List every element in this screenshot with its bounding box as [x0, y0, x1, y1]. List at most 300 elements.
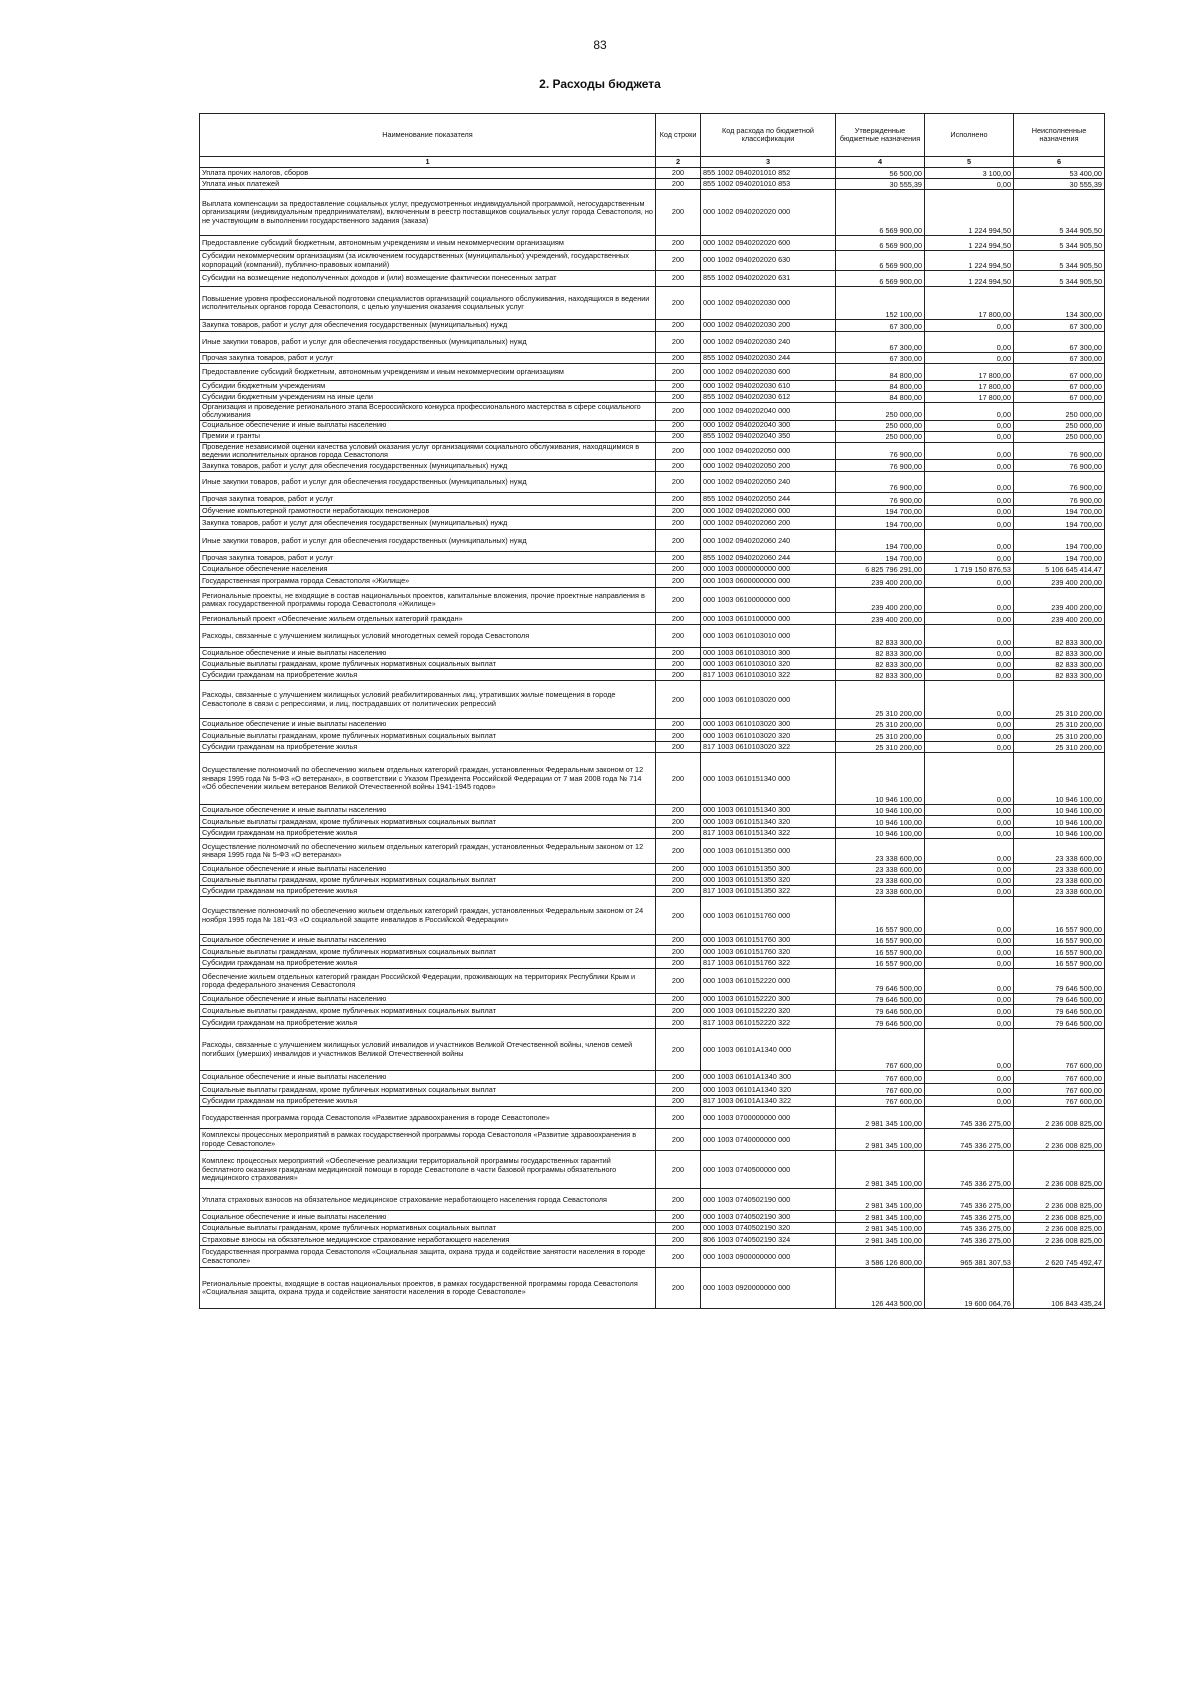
- cell-budget-code: 000 1003 0610152220 320: [701, 1005, 836, 1017]
- cell-budget-code: 855 1002 0940202030 612: [701, 392, 836, 403]
- cell-unexecuted: 25 310 200,00: [1014, 742, 1105, 753]
- cell-line-code: 200: [656, 659, 701, 670]
- cell-name: Субсидии гражданам на приобретение жилья: [200, 1096, 656, 1107]
- table-row: [200, 1029, 1105, 1071]
- cell-name: Организация и проведение регионального этапа Всероссийского конкурса профессионального мастерства в сфере социального обслуживания: [200, 403, 656, 421]
- cell-approved: 56 500,00: [836, 168, 925, 179]
- cell-approved: 10 946 100,00: [836, 753, 925, 805]
- cell-unexecuted: 67 000,00: [1014, 364, 1105, 381]
- cell-line-code: 200: [656, 730, 701, 742]
- cell-budget-code: 000 1003 0920000000 000: [701, 1268, 836, 1309]
- cell-name: Региональный проект «Обеспечение жильем отдельных категорий граждан»: [200, 613, 656, 625]
- cell-name: Закупка товаров, работ и услуг для обеспечения государственных (муниципальных) нужд: [200, 517, 656, 530]
- cell-line-code: 200: [656, 670, 701, 681]
- cell-line-code: 200: [656, 742, 701, 753]
- cell-name: Социальные выплаты гражданам, кроме публичных нормативных социальных выплат: [200, 730, 656, 742]
- cell-executed: 0,00: [925, 1017, 1014, 1029]
- cell-line-code: 200: [656, 271, 701, 287]
- cell-line-code: 200: [656, 320, 701, 332]
- cell-line-code: 200: [656, 1107, 701, 1129]
- table-row: [200, 552, 1105, 564]
- cell-line-code: 200: [656, 1234, 701, 1246]
- cell-name: Социальное обеспечение и иные выплаты населению: [200, 719, 656, 730]
- cell-approved: 25 310 200,00: [836, 742, 925, 753]
- cell-line-code: 200: [656, 613, 701, 625]
- cell-executed: 0,00: [925, 1071, 1014, 1084]
- cell-approved: 76 900,00: [836, 460, 925, 472]
- cell-unexecuted: 82 833 300,00: [1014, 625, 1105, 648]
- cell-unexecuted: 767 600,00: [1014, 1071, 1105, 1084]
- table-body: [200, 168, 1105, 1309]
- cell-unexecuted: 53 400,00: [1014, 168, 1105, 179]
- cell-executed: 17 800,00: [925, 381, 1014, 392]
- cell-line-code: 200: [656, 190, 701, 236]
- cell-executed: 1 224 994,50: [925, 236, 1014, 251]
- column-number: 3: [701, 157, 836, 168]
- table-row: [200, 886, 1105, 897]
- cell-name: Государственная программа города Севастополя «Жилище»: [200, 575, 656, 588]
- cell-name: Предоставление субсидий бюджетным, автономным учреждениям и иным некоммерческим организациям: [200, 364, 656, 381]
- cell-name: Премии и гранты: [200, 431, 656, 442]
- cell-approved: 10 946 100,00: [836, 828, 925, 839]
- cell-unexecuted: 767 600,00: [1014, 1084, 1105, 1096]
- cell-line-code: 200: [656, 364, 701, 381]
- cell-name: Расходы, связанные с улучшением жилищных условий многодетных семей города Севастополя: [200, 625, 656, 648]
- cell-approved: 767 600,00: [836, 1029, 925, 1071]
- cell-unexecuted: 5 344 905,50: [1014, 251, 1105, 271]
- cell-approved: 76 900,00: [836, 493, 925, 506]
- cell-unexecuted: 23 338 600,00: [1014, 886, 1105, 897]
- cell-unexecuted: 16 557 900,00: [1014, 935, 1105, 946]
- cell-executed: 0,00: [925, 613, 1014, 625]
- cell-executed: 0,00: [925, 442, 1014, 460]
- cell-name: Социальные выплаты гражданам, кроме публичных нормативных социальных выплат: [200, 659, 656, 670]
- cell-approved: 10 946 100,00: [836, 805, 925, 816]
- table-row: [200, 168, 1105, 179]
- cell-executed: 0,00: [925, 935, 1014, 946]
- cell-approved: 84 800,00: [836, 381, 925, 392]
- cell-executed: 745 336 275,00: [925, 1223, 1014, 1234]
- cell-executed: 0,00: [925, 332, 1014, 353]
- cell-executed: 0,00: [925, 886, 1014, 897]
- cell-executed: 0,00: [925, 816, 1014, 828]
- cell-unexecuted: 239 400 200,00: [1014, 613, 1105, 625]
- cell-budget-code: 000 1003 0740502190 320: [701, 1223, 836, 1234]
- cell-executed: 0,00: [925, 403, 1014, 421]
- table-row: [200, 864, 1105, 875]
- cell-budget-code: 000 1003 0900000000 000: [701, 1246, 836, 1268]
- cell-executed: 745 336 275,00: [925, 1151, 1014, 1189]
- cell-unexecuted: 79 646 500,00: [1014, 969, 1105, 994]
- cell-unexecuted: 16 557 900,00: [1014, 958, 1105, 969]
- cell-executed: 0,00: [925, 875, 1014, 886]
- cell-budget-code: 000 1002 0940202020 600: [701, 236, 836, 251]
- column-number: 5: [925, 157, 1014, 168]
- table-row: [200, 320, 1105, 332]
- cell-line-code: 200: [656, 168, 701, 179]
- cell-name: Проведение независимой оценки качества условий оказания услуг организациями социального обслуживания, находящимися в ведении исполнительных органов города Севастополя: [200, 442, 656, 460]
- cell-executed: 0,00: [925, 897, 1014, 935]
- cell-budget-code: 817 1003 0610151340 322: [701, 828, 836, 839]
- cell-line-code: 200: [656, 517, 701, 530]
- cell-unexecuted: 76 900,00: [1014, 472, 1105, 493]
- table-row: [200, 353, 1105, 364]
- cell-name: Социальные выплаты гражданам, кроме публичных нормативных социальных выплат: [200, 1223, 656, 1234]
- cell-executed: 745 336 275,00: [925, 1211, 1014, 1223]
- table-row: [200, 431, 1105, 442]
- cell-approved: 16 557 900,00: [836, 958, 925, 969]
- cell-unexecuted: 23 338 600,00: [1014, 875, 1105, 886]
- cell-approved: 82 833 300,00: [836, 670, 925, 681]
- cell-line-code: 200: [656, 1223, 701, 1234]
- cell-budget-code: 855 1002 0940202020 631: [701, 271, 836, 287]
- table-row: [200, 506, 1105, 517]
- cell-name: Субсидии гражданам на приобретение жилья: [200, 958, 656, 969]
- cell-approved: 67 300,00: [836, 332, 925, 353]
- cell-line-code: 200: [656, 552, 701, 564]
- cell-line-code: 200: [656, 588, 701, 613]
- cell-budget-code: 000 1003 0610103010 300: [701, 648, 836, 659]
- cell-approved: 194 700,00: [836, 552, 925, 564]
- table-row: [200, 897, 1105, 935]
- cell-name: Субсидии гражданам на приобретение жилья: [200, 828, 656, 839]
- cell-executed: 0,00: [925, 828, 1014, 839]
- cell-unexecuted: 76 900,00: [1014, 460, 1105, 472]
- cell-name: Прочая закупка товаров, работ и услуг: [200, 552, 656, 564]
- cell-name: Субсидии бюджетным учреждениям: [200, 381, 656, 392]
- cell-approved: 239 400 200,00: [836, 613, 925, 625]
- cell-budget-code: 000 1003 0610103020 300: [701, 719, 836, 730]
- cell-approved: 2 981 345 100,00: [836, 1234, 925, 1246]
- cell-line-code: 200: [656, 753, 701, 805]
- column-header: Код расхода по бюджетной классификации: [701, 114, 836, 157]
- table-row: [200, 179, 1105, 190]
- cell-budget-code: 000 1003 0610103020 320: [701, 730, 836, 742]
- cell-line-code: 200: [656, 969, 701, 994]
- cell-budget-code: 000 1002 0940202030 200: [701, 320, 836, 332]
- table-row: [200, 588, 1105, 613]
- cell-line-code: 200: [656, 493, 701, 506]
- cell-unexecuted: 76 900,00: [1014, 493, 1105, 506]
- cell-budget-code: 000 1003 0610151760 300: [701, 935, 836, 946]
- cell-budget-code: 000 1002 0940202030 610: [701, 381, 836, 392]
- table-row: [200, 828, 1105, 839]
- table-row: [200, 287, 1105, 320]
- page-title: 2. Расходы бюджета: [539, 77, 661, 91]
- cell-unexecuted: 82 833 300,00: [1014, 659, 1105, 670]
- cell-executed: 0,00: [925, 575, 1014, 588]
- table-row: [200, 648, 1105, 659]
- cell-budget-code: 855 1002 0940202040 350: [701, 431, 836, 442]
- cell-approved: 76 900,00: [836, 442, 925, 460]
- table-row: [200, 460, 1105, 472]
- cell-unexecuted: 67 300,00: [1014, 353, 1105, 364]
- cell-name: Социальное обеспечение и иные выплаты населению: [200, 1071, 656, 1084]
- cell-unexecuted: 67 300,00: [1014, 332, 1105, 353]
- cell-executed: 3 100,00: [925, 168, 1014, 179]
- cell-executed: 0,00: [925, 719, 1014, 730]
- cell-name: Субсидии некоммерческим организациям (за исключением государственных (муниципальных) учреждений, государственных корпораций (компаний), публично-правовых компаний): [200, 251, 656, 271]
- cell-line-code: 200: [656, 287, 701, 320]
- cell-budget-code: 000 1003 0610103010 320: [701, 659, 836, 670]
- cell-budget-code: 000 1002 0940202060 200: [701, 517, 836, 530]
- table-row: [200, 1234, 1105, 1246]
- cell-approved: 23 338 600,00: [836, 886, 925, 897]
- cell-approved: 79 646 500,00: [836, 969, 925, 994]
- cell-executed: 17 800,00: [925, 392, 1014, 403]
- cell-name: Региональные проекты, входящие в состав национальных проектов, в рамках государственной программы города Севастополя «Социальная защита, охрана труда и содействие занятости населения в городе Севастополе»: [200, 1268, 656, 1309]
- cell-budget-code: 000 1002 0940202030 240: [701, 332, 836, 353]
- table-row: [200, 935, 1105, 946]
- table-row: [200, 332, 1105, 353]
- cell-unexecuted: 767 600,00: [1014, 1029, 1105, 1071]
- cell-line-code: 200: [656, 1189, 701, 1211]
- cell-name: Субсидии гражданам на приобретение жилья: [200, 1017, 656, 1029]
- cell-executed: 0,00: [925, 864, 1014, 875]
- cell-executed: 745 336 275,00: [925, 1234, 1014, 1246]
- cell-budget-code: 000 1002 0940202050 240: [701, 472, 836, 493]
- column-number: 4: [836, 157, 925, 168]
- cell-unexecuted: 250 000,00: [1014, 403, 1105, 421]
- cell-line-code: 200: [656, 530, 701, 552]
- cell-executed: 0,00: [925, 994, 1014, 1005]
- cell-unexecuted: 239 400 200,00: [1014, 575, 1105, 588]
- cell-name: Социальное обеспечение и иные выплаты населению: [200, 648, 656, 659]
- cell-approved: 2 981 345 100,00: [836, 1129, 925, 1151]
- cell-budget-code: 000 1003 0610103020 000: [701, 681, 836, 719]
- cell-line-code: 200: [656, 420, 701, 431]
- cell-budget-code: 000 1003 0740502190 300: [701, 1211, 836, 1223]
- cell-name: Социальные выплаты гражданам, кроме публичных нормативных социальных выплат: [200, 1084, 656, 1096]
- cell-line-code: 200: [656, 648, 701, 659]
- cell-approved: 76 900,00: [836, 472, 925, 493]
- cell-name: Комплекс процессных мероприятий «Обеспечение реализации территориальной программы государственных гарантий бесплатного оказания гражданам медицинской помощи в городе Севастополе в части базовой программы обязательного медицинского страхования»: [200, 1151, 656, 1189]
- cell-budget-code: 000 1003 0740500000 000: [701, 1151, 836, 1189]
- cell-budget-code: 855 1002 0940201010 852: [701, 168, 836, 179]
- cell-executed: 745 336 275,00: [925, 1129, 1014, 1151]
- column-number: 2: [656, 157, 701, 168]
- cell-unexecuted: 10 946 100,00: [1014, 816, 1105, 828]
- cell-name: Государственная программа города Севастополя «Социальная защита, охрана труда и содействие занятости населения в городе Севастополе»: [200, 1246, 656, 1268]
- cell-name: Осуществление полномочий по обеспечению жильем отдельных категорий граждан, установленных Федеральным законом от 12 января 1995 года № 5-ФЗ «О ветеранах»: [200, 839, 656, 864]
- cell-line-code: 200: [656, 381, 701, 392]
- table-row: [200, 517, 1105, 530]
- cell-approved: 23 338 600,00: [836, 864, 925, 875]
- column-header: Утвержденные бюджетные назначения: [836, 114, 925, 157]
- cell-name: Социальное обеспечение и иные выплаты населению: [200, 1211, 656, 1223]
- cell-executed: 0,00: [925, 670, 1014, 681]
- cell-line-code: 200: [656, 719, 701, 730]
- cell-line-code: 200: [656, 625, 701, 648]
- cell-budget-code: 000 1002 0940202050 000: [701, 442, 836, 460]
- cell-approved: 6 825 796 291,00: [836, 564, 925, 575]
- cell-budget-code: 000 1002 0940202020 000: [701, 190, 836, 236]
- cell-approved: 82 833 300,00: [836, 625, 925, 648]
- table-row: [200, 1223, 1105, 1234]
- cell-unexecuted: 79 646 500,00: [1014, 1017, 1105, 1029]
- cell-executed: 0,00: [925, 472, 1014, 493]
- cell-unexecuted: 10 946 100,00: [1014, 828, 1105, 839]
- table-row: [200, 1189, 1105, 1211]
- cell-budget-code: 000 1002 0940202020 630: [701, 251, 836, 271]
- cell-budget-code: 817 1003 0610103020 322: [701, 742, 836, 753]
- cell-name: Иные закупки товаров, работ и услуг для обеспечения государственных (муниципальных) нужд: [200, 472, 656, 493]
- cell-budget-code: 000 1003 0610151350 300: [701, 864, 836, 875]
- table-row: [200, 625, 1105, 648]
- cell-line-code: 200: [656, 1151, 701, 1189]
- cell-executed: 0,00: [925, 969, 1014, 994]
- table-row: [200, 805, 1105, 816]
- table-row: [200, 1211, 1105, 1223]
- cell-line-code: 200: [656, 431, 701, 442]
- cell-name: Комплексы процессных мероприятий в рамках государственной программы города Севастополя «Развитие здравоохранения в городе Севастополе»: [200, 1129, 656, 1151]
- cell-unexecuted: 767 600,00: [1014, 1096, 1105, 1107]
- cell-approved: 194 700,00: [836, 530, 925, 552]
- page-number: 83: [593, 38, 607, 52]
- table-row: [200, 420, 1105, 431]
- cell-line-code: 200: [656, 816, 701, 828]
- cell-unexecuted: 134 300,00: [1014, 287, 1105, 320]
- cell-approved: 6 569 900,00: [836, 236, 925, 251]
- cell-executed: 0,00: [925, 839, 1014, 864]
- cell-line-code: 200: [656, 994, 701, 1005]
- cell-name: Социальное обеспечение и иные выплаты населению: [200, 935, 656, 946]
- table-row: [200, 236, 1105, 251]
- cell-budget-code: 000 1002 0940202040 300: [701, 420, 836, 431]
- cell-executed: 0,00: [925, 1005, 1014, 1017]
- cell-budget-code: 000 1003 0610103010 000: [701, 625, 836, 648]
- cell-budget-code: 000 1002 0940202030 600: [701, 364, 836, 381]
- table-row: [200, 1107, 1105, 1129]
- cell-executed: 0,00: [925, 659, 1014, 670]
- cell-name: Социальное обеспечение и иные выплаты населению: [200, 420, 656, 431]
- cell-approved: 30 555,39: [836, 179, 925, 190]
- cell-approved: 82 833 300,00: [836, 659, 925, 670]
- cell-approved: 6 569 900,00: [836, 251, 925, 271]
- cell-line-code: 200: [656, 506, 701, 517]
- cell-approved: 194 700,00: [836, 517, 925, 530]
- cell-unexecuted: 30 555,39: [1014, 179, 1105, 190]
- cell-executed: 0,00: [925, 431, 1014, 442]
- cell-approved: 79 646 500,00: [836, 1005, 925, 1017]
- cell-name: Иные закупки товаров, работ и услуг для обеспечения государственных (муниципальных) нужд: [200, 530, 656, 552]
- table-row: [200, 681, 1105, 719]
- cell-unexecuted: 5 344 905,50: [1014, 190, 1105, 236]
- cell-approved: 84 800,00: [836, 364, 925, 381]
- cell-executed: 0,00: [925, 460, 1014, 472]
- cell-executed: 0,00: [925, 1029, 1014, 1071]
- cell-name: Региональные проекты, не входящие в состав национальных проектов, капитальные вложения, прочие проектные направления в рамках государственной программы города Севастополя «Жилище»: [200, 588, 656, 613]
- cell-unexecuted: 5 344 905,50: [1014, 271, 1105, 287]
- column-number-row: [200, 157, 1105, 168]
- cell-approved: 2 981 345 100,00: [836, 1107, 925, 1129]
- cell-unexecuted: 10 946 100,00: [1014, 753, 1105, 805]
- cell-unexecuted: 67 000,00: [1014, 392, 1105, 403]
- cell-line-code: 200: [656, 236, 701, 251]
- cell-name: Расходы, связанные с улучшением жилищных условий реабилитированных лиц, утративших жилые помещения в городе Севастополе в связи с репрессиями, и лиц, пострадавших от политических репрессий: [200, 681, 656, 719]
- table-row: [200, 753, 1105, 805]
- table-row: [200, 392, 1105, 403]
- table-row: [200, 564, 1105, 575]
- cell-name: Обеспечение жильем отдельных категорий граждан Российской Федерации, проживающих на территориях Республики Крым и города федерального значения Севастополя: [200, 969, 656, 994]
- cell-name: Социальное обеспечение и иные выплаты населению: [200, 994, 656, 1005]
- cell-approved: 250 000,00: [836, 403, 925, 421]
- cell-approved: 3 586 126 800,00: [836, 1246, 925, 1268]
- cell-line-code: 200: [656, 875, 701, 886]
- cell-unexecuted: 16 557 900,00: [1014, 946, 1105, 958]
- cell-approved: 79 646 500,00: [836, 994, 925, 1005]
- cell-line-code: 200: [656, 1071, 701, 1084]
- table-header-row: [200, 114, 1105, 157]
- cell-budget-code: 000 1003 0610152220 000: [701, 969, 836, 994]
- cell-line-code: 200: [656, 864, 701, 875]
- cell-approved: 16 557 900,00: [836, 935, 925, 946]
- cell-executed: 0,00: [925, 530, 1014, 552]
- cell-executed: 0,00: [925, 517, 1014, 530]
- cell-budget-code: 000 1002 0940202060 240: [701, 530, 836, 552]
- cell-line-code: 200: [656, 1129, 701, 1151]
- cell-line-code: 200: [656, 886, 701, 897]
- cell-budget-code: 000 1003 0700000000 000: [701, 1107, 836, 1129]
- cell-approved: 250 000,00: [836, 420, 925, 431]
- cell-name: Субсидии гражданам на приобретение жилья: [200, 742, 656, 753]
- cell-name: Закупка товаров, работ и услуг для обеспечения государственных (муниципальных) нужд: [200, 460, 656, 472]
- cell-unexecuted: 5 106 645 414,47: [1014, 564, 1105, 575]
- cell-executed: 0,00: [925, 648, 1014, 659]
- cell-budget-code: 000 1003 0610151350 000: [701, 839, 836, 864]
- cell-approved: 767 600,00: [836, 1071, 925, 1084]
- cell-approved: 194 700,00: [836, 506, 925, 517]
- cell-approved: 152 100,00: [836, 287, 925, 320]
- cell-line-code: 200: [656, 1084, 701, 1096]
- table-row: [200, 946, 1105, 958]
- cell-name: Субсидии гражданам на приобретение жилья: [200, 886, 656, 897]
- cell-line-code: 200: [656, 1211, 701, 1223]
- cell-approved: 2 981 345 100,00: [836, 1151, 925, 1189]
- cell-unexecuted: 23 338 600,00: [1014, 839, 1105, 864]
- cell-unexecuted: 5 344 905,50: [1014, 236, 1105, 251]
- table-row: [200, 742, 1105, 753]
- cell-unexecuted: 23 338 600,00: [1014, 864, 1105, 875]
- column-number: 1: [200, 157, 656, 168]
- cell-unexecuted: 82 833 300,00: [1014, 670, 1105, 681]
- cell-executed: 17 800,00: [925, 364, 1014, 381]
- table-row: [200, 364, 1105, 381]
- cell-line-code: 200: [656, 332, 701, 353]
- cell-executed: 0,00: [925, 742, 1014, 753]
- cell-executed: 1 224 994,50: [925, 251, 1014, 271]
- cell-line-code: 200: [656, 460, 701, 472]
- table-row: [200, 442, 1105, 460]
- table-row: [200, 1084, 1105, 1096]
- cell-executed: 1 224 994,50: [925, 271, 1014, 287]
- cell-budget-code: 000 1002 0940202050 200: [701, 460, 836, 472]
- cell-approved: 25 310 200,00: [836, 730, 925, 742]
- cell-name: Предоставление субсидий бюджетным, автономным учреждениям и иным некоммерческим организациям: [200, 236, 656, 251]
- cell-line-code: 200: [656, 392, 701, 403]
- cell-unexecuted: 194 700,00: [1014, 506, 1105, 517]
- cell-line-code: 200: [656, 1029, 701, 1071]
- cell-approved: 239 400 200,00: [836, 588, 925, 613]
- cell-budget-code: 817 1003 0610151350 322: [701, 886, 836, 897]
- cell-line-code: 200: [656, 251, 701, 271]
- cell-name: Субсидии на возмещение недополученных доходов и (или) возмещение фактически понесенных затрат: [200, 271, 656, 287]
- cell-unexecuted: 25 310 200,00: [1014, 719, 1105, 730]
- table-row: [200, 381, 1105, 392]
- cell-line-code: 200: [656, 179, 701, 190]
- table-row: [200, 575, 1105, 588]
- cell-line-code: 200: [656, 1246, 701, 1268]
